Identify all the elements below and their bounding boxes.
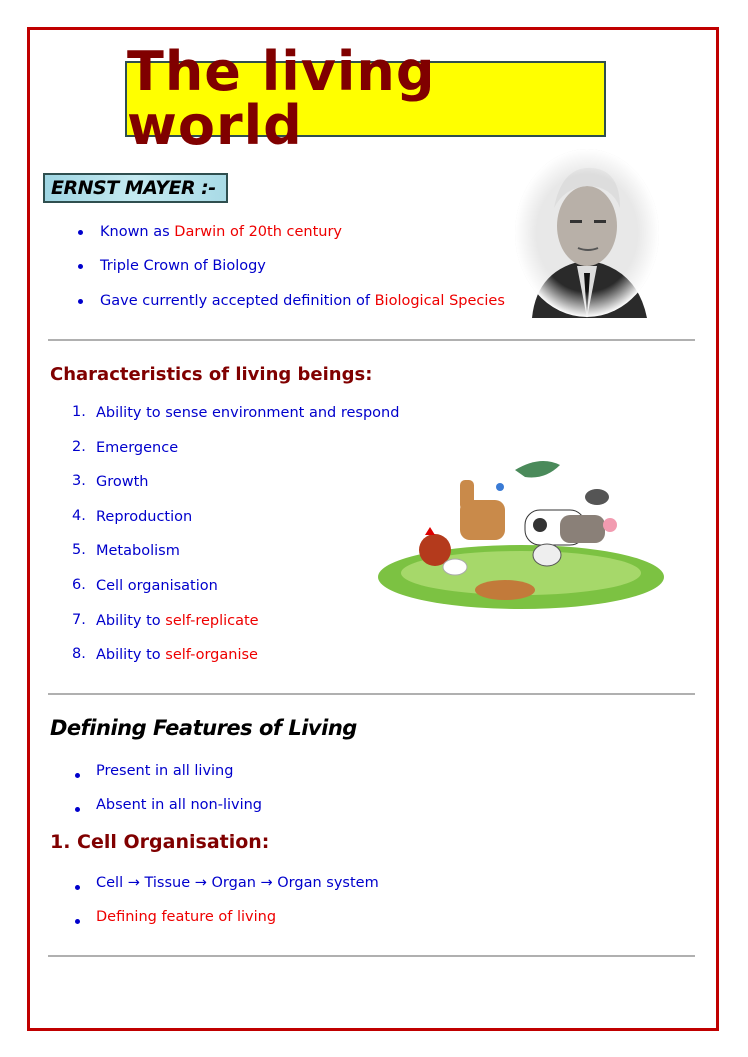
list-number: 6. xyxy=(72,577,86,593)
list-item: Cell → Tissue → Organ → Organ system xyxy=(96,875,379,891)
list-item: Present in all living xyxy=(96,763,234,779)
page-title: The living world xyxy=(127,40,436,157)
bullet-icon xyxy=(78,299,83,304)
divider xyxy=(48,693,695,695)
list-item xyxy=(96,542,180,560)
defining-features-heading: Defining Features of Living xyxy=(50,716,357,740)
item-text: Gave currently accepted definition of xyxy=(100,293,375,309)
list-item: Defining feature of living xyxy=(96,909,277,925)
item-text: Cell organisation xyxy=(96,578,218,594)
item-highlight: Biological Species xyxy=(374,293,505,309)
item-highlight: self-replicate xyxy=(165,612,259,629)
list-item xyxy=(100,292,505,310)
item-highlight: self-organise xyxy=(165,647,258,664)
item-highlight: Darwin of 20th century xyxy=(174,224,343,240)
list-number: 1. xyxy=(72,404,86,420)
title-box xyxy=(125,40,606,157)
characteristics-heading: Characteristics of living beings: xyxy=(50,364,373,385)
ernst-mayer-heading-box xyxy=(43,173,228,203)
ernst-mayer-photo xyxy=(512,148,662,318)
item-text: Metabolism xyxy=(96,543,180,560)
bullet-icon xyxy=(75,919,80,924)
list-number: 3. xyxy=(72,473,86,490)
bullet-icon xyxy=(75,807,80,812)
animals-illustration xyxy=(375,455,667,615)
list-item xyxy=(96,577,218,595)
list-item xyxy=(96,404,399,422)
list-number: 8. xyxy=(72,646,86,663)
item-text: Emergence xyxy=(96,439,179,456)
bullet-icon xyxy=(75,773,80,778)
item-text: Growth xyxy=(96,474,149,491)
list-item xyxy=(96,646,258,664)
list-item xyxy=(96,473,149,491)
divider xyxy=(48,955,695,957)
list-item xyxy=(100,223,342,241)
list-number: 7. xyxy=(72,611,86,628)
list-item xyxy=(96,612,259,630)
item-text: Reproduction xyxy=(96,508,193,525)
list-number: 2. xyxy=(72,438,86,455)
list-item: Absent in all non-living xyxy=(96,797,263,813)
bullet-icon xyxy=(78,264,83,269)
list-number: 4. xyxy=(72,507,86,524)
cell-organisation-heading: 1. Cell Organisation: xyxy=(50,831,270,853)
ernst-mayer-heading: ERNST MAYER :- xyxy=(51,177,216,199)
item-text: Known as xyxy=(100,224,175,240)
list-item xyxy=(96,439,178,457)
bullet-icon xyxy=(75,885,80,890)
list-item xyxy=(100,257,266,275)
list-item xyxy=(96,508,192,526)
item-text: Ability to sense environment and respond xyxy=(96,405,400,421)
item-text: Ability to xyxy=(96,647,166,664)
bullet-icon xyxy=(78,230,83,235)
divider xyxy=(48,339,695,341)
list-number: 5. xyxy=(72,542,86,559)
item-text: Ability to xyxy=(96,612,166,629)
item-text: Triple Crown of Biology xyxy=(100,258,266,274)
